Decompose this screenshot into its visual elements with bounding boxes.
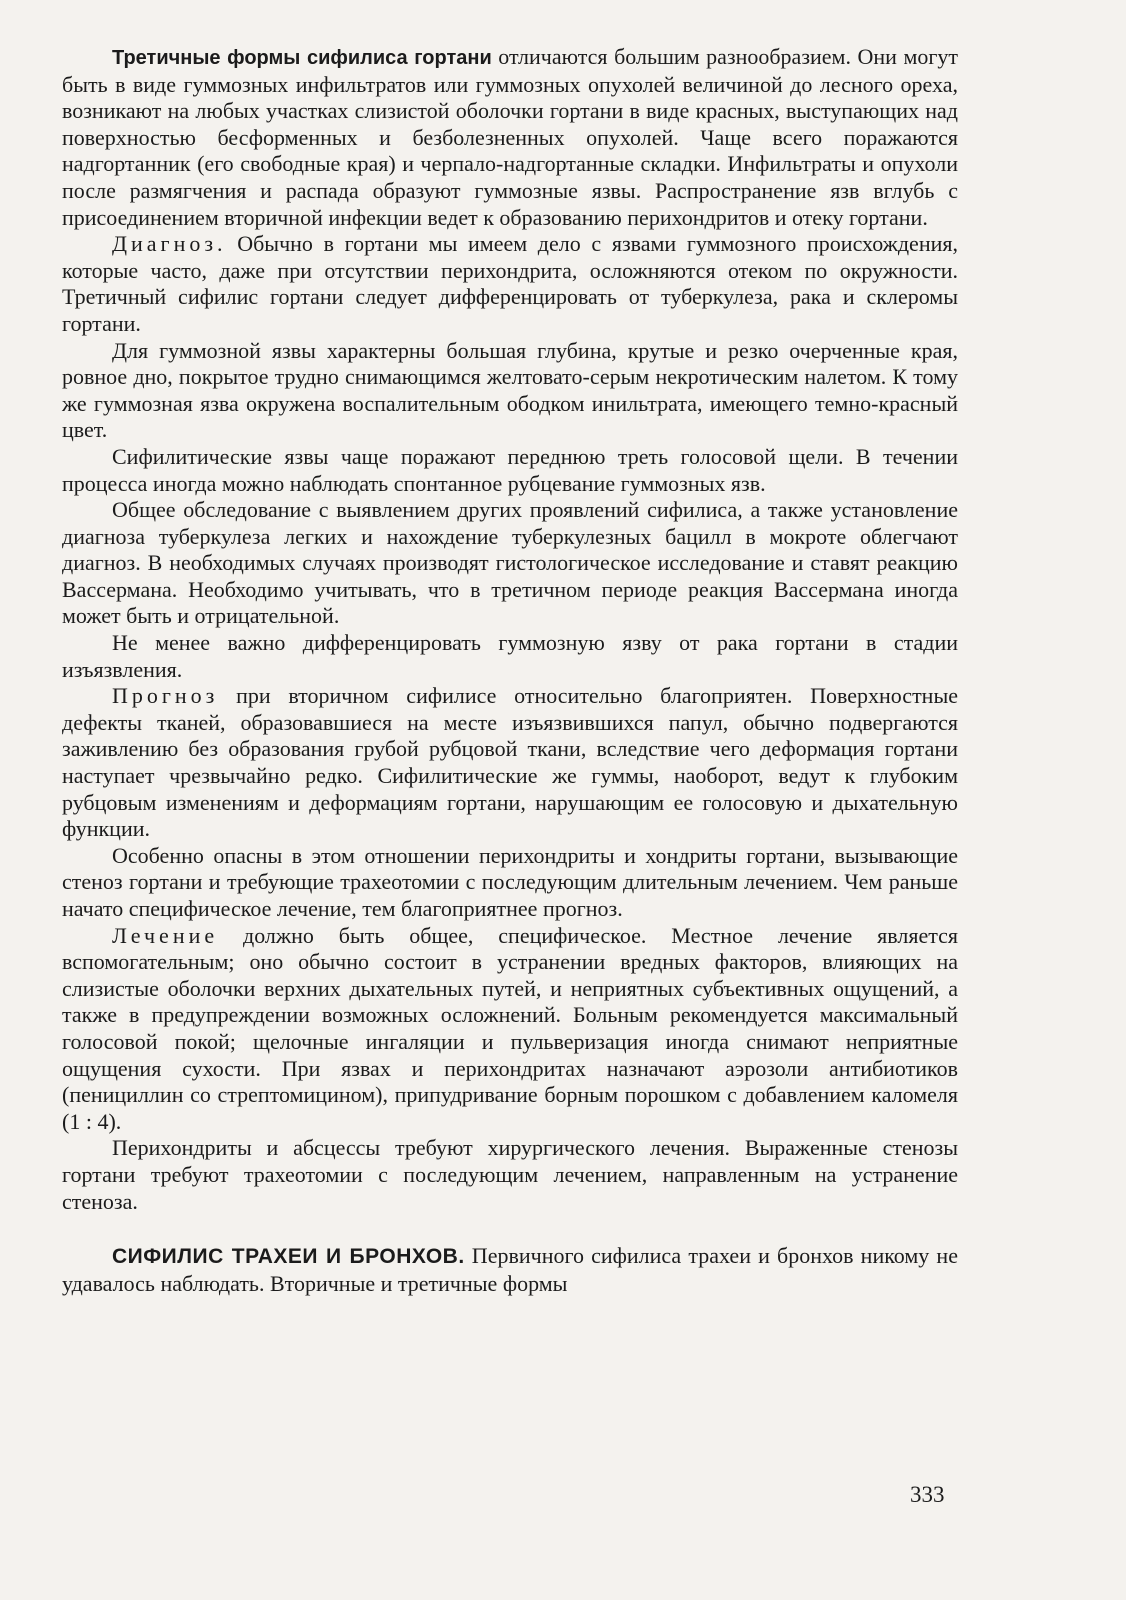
paragraph-gumma-ulcer — [62, 338, 958, 444]
paragraph-syphilitic-ulcers — [62, 444, 958, 497]
section-heading: СИФИЛИС ТРАХЕИ И БРОНХОВ. — [112, 1245, 465, 1269]
paragraph-lead-spaced: Диагноз. — [112, 231, 227, 257]
paragraph-text: Общее обследование с выявлением других проявлений сифилиса, а также установление диагноза туберкулеза легких и нахождение туберкулезных бацилл в мокроте облегчают диагноз. В необходимых случаях производят гистологическое исследование и ставят реакцию Вассермана. Необходимо учитывать, что в третичном периоде реакция Вассермана иногда может быть и отрицательной. — [62, 497, 958, 629]
paragraph-text: отличаются большим разнообразием. Они могут быть в виде гуммозных инфильтратов или гуммозных опухолей величиной до лесного ореха, возникают на любых участках слизистой оболочки гортани в виде красных, выступающих над поверхностью бесформенных и безболезненных опухолей. Чаще всего поражаются надгортанник (его свободные края) и черпало-надгортанные складки. Инфильтраты и опухоли после размягчения и распада образуют гуммозные язвы. Распространение язв вглубь с присоединением вторичной инфекции ведет к образованию перихондритов и отеку гортани. — [62, 44, 959, 230]
paragraph-diagnosis — [62, 231, 958, 337]
paragraph-text: при вторичном сифилисе относительно благоприятен. Поверхностные дефекты тканей, образовавшиеся на месте изъязвившихся папул, обычно подвергаются заживлению без образования грубой рубцовой ткани, вследствие чего деформация гортани наступает чрезвычайно редко. Сифилитические же гуммы, наоборот, ведут к глубоким рубцовым изменениям и деформациям гортани, нарушающим ее голосовую и дыхательную функции. — [62, 683, 958, 842]
section-text: Первичного сифилиса трахеи и бронхов никому не удавалось наблюдать. Вторичные и третичные формы — [62, 1243, 958, 1296]
paragraph-differentiate-cancer — [62, 630, 958, 683]
paragraph-lead-spaced: Прогноз — [112, 683, 219, 709]
paragraph-treatment — [62, 923, 958, 1136]
paragraph-text: Не менее важно дифференцировать гуммозную язву от рака гортани в стадии изъязвления. — [62, 630, 958, 682]
paragraph-text: Сифилитические язвы чаще поражают переднюю треть голосовой щели. В течении процесса иногда можно наблюдать спонтанное рубцевание гуммозных язв. — [62, 443, 958, 496]
paragraph-lead-spaced: Лечение — [112, 922, 219, 948]
paragraph-tertiary-forms — [62, 44, 958, 231]
paragraph-text: Перихондриты и абсцессы требуют хирургического лечения. Выраженные стенозы гортани требуют трахеотомии с последующим лечением, направленным на устранение стеноза. — [62, 1135, 958, 1214]
page-number: 333 — [910, 1482, 945, 1507]
paragraph-general-exam — [62, 497, 958, 630]
paragraph-text: Для гуммозной язвы характерны большая глубина, крутые и резко очерченные края, ровное дно, покрытое трудно снимающимся желтовато-серым некротическим налетом. К тому же гуммозная язва окружена воспалительным ободком инильтрата, имеющего темно-красный цвет. — [62, 337, 958, 443]
paragraph-text: Обычно в гортани мы имеем дело с язвами гуммозного происхождения, которые часто, даже при отсутствии перихондрита, осложняются отеком по окружности. Третичный сифилис гортани следует дифференцировать от туберкулеза, рака и склеромы гортани. — [62, 231, 958, 336]
paragraph-perichondritis — [62, 843, 958, 923]
paragraph-text: Особенно опасны в этом отношении перихондриты и хондриты гортани, вызывающие стеноз гортани и требующие трахеотомии с последующим длительным лечением. Чем раньше начато специфическое лечение, тем благоприятнее прогноз. — [62, 842, 958, 921]
paragraph-text: должно быть общее, специфическое. Местное лечение является вспомогательным; оно обычно состоит в устранении вредных факторов, влияющих на слизистые оболочки верхних дыхательных путей, и неприятных субъективных ощущений, а также в предупреждении возможных осложнений. Больным рекомендуется максимальный голосовой покой; щелочные ингаляции и пульверизация иногда снимают неприятные ощущения сухости. При язвах и перихондритах назначают аэрозоли антибиотиков (пенициллин со стрептомицином), припудривание борным порошком с добавлением каломеля (1 : 4). — [62, 922, 958, 1134]
paragraph-lead-bold: Третичные формы сифилиса гортани — [112, 47, 492, 69]
paragraph-surgery — [62, 1135, 958, 1215]
paragraph-prognosis — [62, 683, 958, 843]
section-trachea-bronchi — [62, 1243, 958, 1297]
